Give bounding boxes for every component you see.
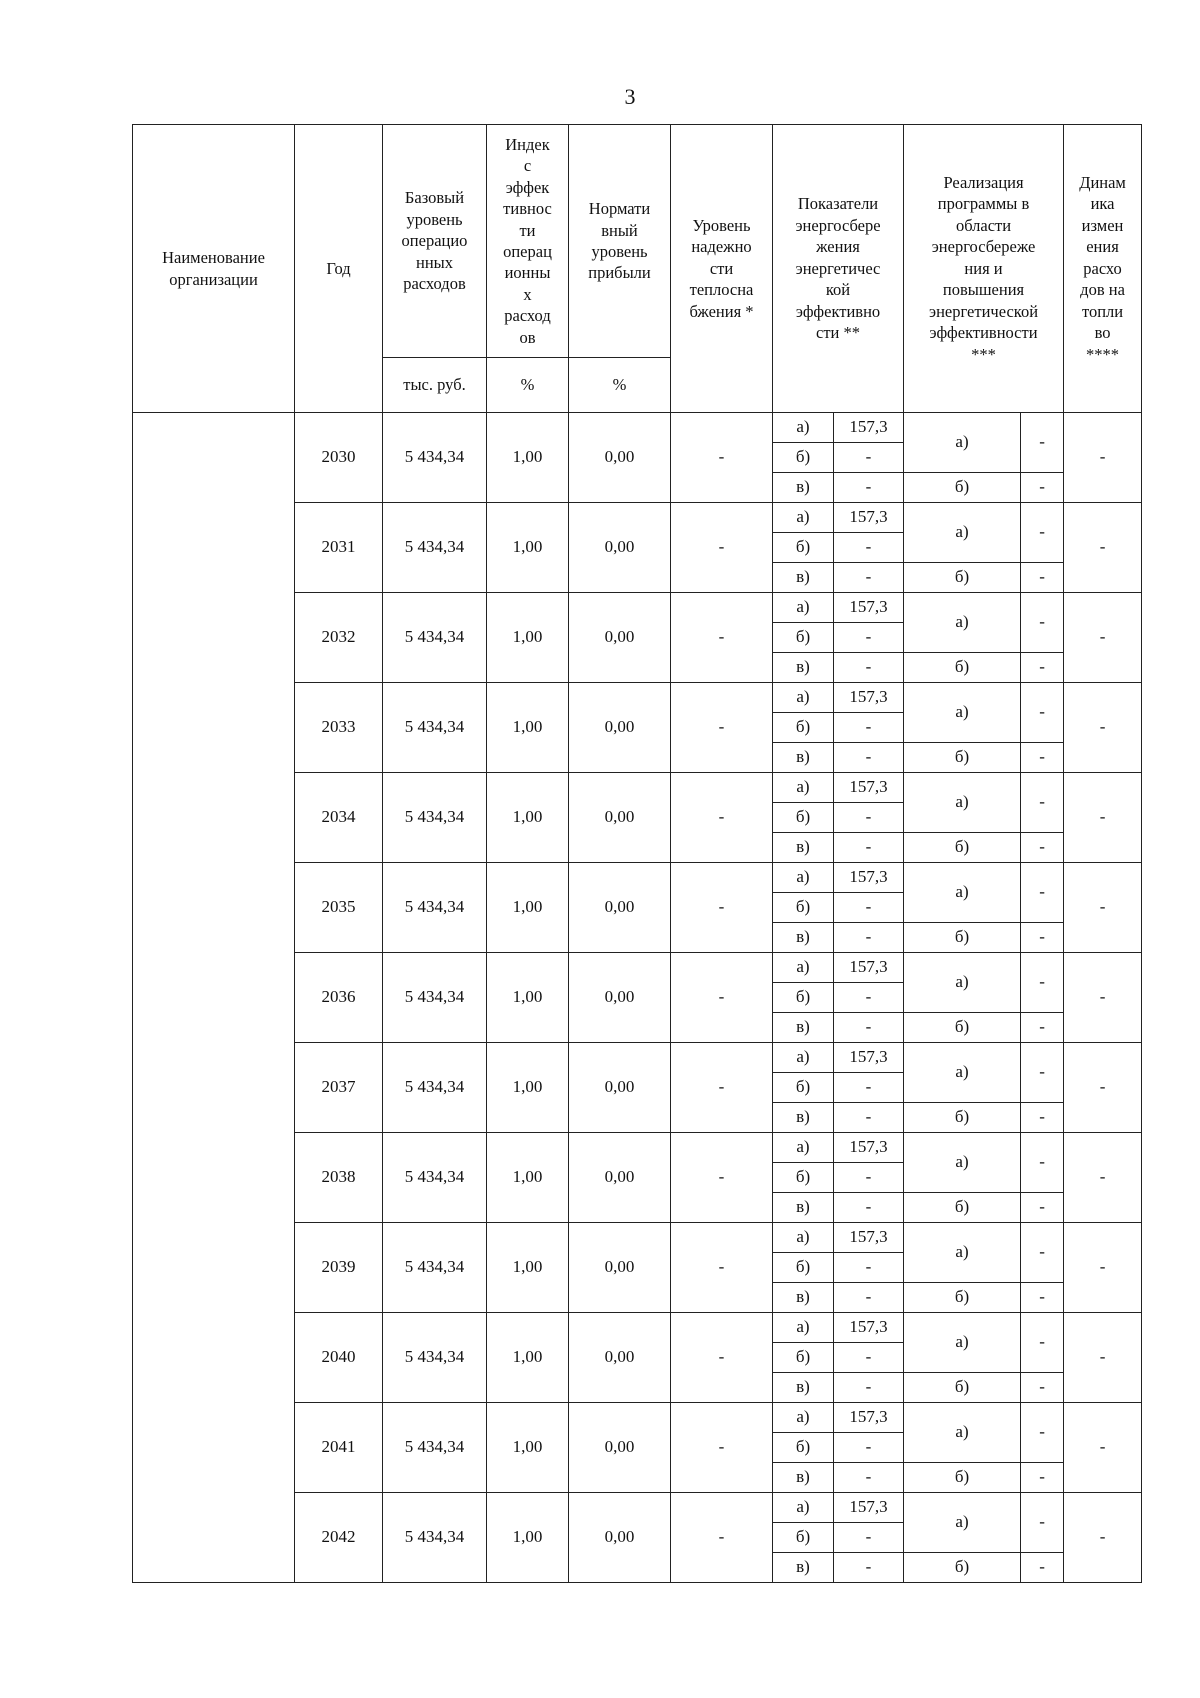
efficiency-index-cell: 1,00 bbox=[487, 863, 569, 953]
fuel-dynamics-cell: - bbox=[1064, 953, 1142, 1043]
energy-label-a: а) bbox=[773, 1223, 834, 1253]
year-cell: 2041 bbox=[295, 1403, 383, 1493]
fuel-dynamics-cell: - bbox=[1064, 863, 1142, 953]
energy-label-a: а) bbox=[773, 1133, 834, 1163]
efficiency-index-cell: 1,00 bbox=[487, 1133, 569, 1223]
table-body bbox=[133, 413, 1142, 1583]
energy-label-b: б) bbox=[773, 893, 834, 923]
header-line: Индек bbox=[505, 134, 550, 154]
profit-level-cell: 0,00 bbox=[569, 683, 671, 773]
base-costs-cell: 5 434,34 bbox=[383, 863, 487, 953]
energy-label-b: б) bbox=[773, 1163, 834, 1193]
profit-level-cell: 0,00 bbox=[569, 773, 671, 863]
header-line: уровень bbox=[591, 242, 648, 261]
header-line: энергосбере bbox=[795, 215, 881, 235]
fuel-dynamics-cell: - bbox=[1064, 1403, 1142, 1493]
program-label-a: а) bbox=[904, 413, 1021, 473]
program-value-b: - bbox=[1021, 923, 1064, 953]
base-costs-cell: 5 434,34 bbox=[383, 413, 487, 503]
energy-value-b: - bbox=[834, 983, 904, 1013]
reliability-cell: - bbox=[671, 683, 773, 773]
energy-label-b: б) bbox=[773, 983, 834, 1013]
energy-label-b: б) bbox=[773, 533, 834, 563]
header-line: **** bbox=[1086, 344, 1120, 364]
program-label-b: б) bbox=[904, 1193, 1021, 1223]
energy-label-b: б) bbox=[773, 623, 834, 653]
program-value-b: - bbox=[1021, 743, 1064, 773]
year-cell: 2038 bbox=[295, 1133, 383, 1223]
program-value-b: - bbox=[1021, 1283, 1064, 1313]
program-value-a: - bbox=[1021, 1223, 1064, 1283]
reliability-cell: - bbox=[671, 413, 773, 503]
efficiency-index-cell: 1,00 bbox=[487, 1223, 569, 1313]
header-line: бжения * bbox=[689, 301, 754, 321]
year-cell: 2035 bbox=[295, 863, 383, 953]
program-label-b: б) bbox=[904, 1013, 1021, 1043]
header-fuel-dynamics bbox=[1064, 125, 1142, 413]
reliability-cell: - bbox=[671, 953, 773, 1043]
program-value-b: - bbox=[1021, 833, 1064, 863]
energy-label-v: в) bbox=[773, 833, 834, 863]
header-line: жения bbox=[816, 237, 860, 257]
program-label-b: б) bbox=[904, 1373, 1021, 1403]
header-line: надежно bbox=[691, 237, 752, 257]
energy-label-v: в) bbox=[773, 653, 834, 683]
reliability-cell: - bbox=[671, 863, 773, 953]
program-value-b: - bbox=[1021, 1013, 1064, 1043]
energy-value-b: - bbox=[834, 623, 904, 653]
header-line: сти bbox=[709, 258, 734, 278]
energy-value-v: - bbox=[834, 1463, 904, 1493]
reliability-cell: - bbox=[671, 1403, 773, 1493]
program-value-b: - bbox=[1021, 1193, 1064, 1223]
year-cell: 2039 bbox=[295, 1223, 383, 1313]
header-line: *** bbox=[971, 344, 996, 364]
table-row bbox=[133, 413, 1142, 443]
efficiency-index-cell: 1,00 bbox=[487, 1403, 569, 1493]
program-label-a: а) bbox=[904, 953, 1021, 1013]
fuel-dynamics-cell: - bbox=[1064, 593, 1142, 683]
header-line: тивнос bbox=[503, 199, 552, 219]
program-value-a: - bbox=[1021, 413, 1064, 473]
program-value-b: - bbox=[1021, 473, 1064, 503]
header-line: ения bbox=[1086, 237, 1119, 257]
energy-value-a: 157,3 bbox=[834, 953, 904, 983]
header-line: ионны bbox=[504, 263, 551, 283]
profit-level-cell: 0,00 bbox=[569, 503, 671, 593]
energy-label-v: в) bbox=[773, 1463, 834, 1493]
header-line: во bbox=[1094, 323, 1111, 343]
header-line: области bbox=[955, 215, 1012, 235]
energy-value-a: 157,3 bbox=[834, 1043, 904, 1073]
program-label-b: б) bbox=[904, 1283, 1021, 1313]
energy-value-b: - bbox=[834, 713, 904, 743]
base-costs-cell: 5 434,34 bbox=[383, 1223, 487, 1313]
energy-value-a: 157,3 bbox=[834, 1493, 904, 1523]
year-cell: 2032 bbox=[295, 593, 383, 683]
fuel-dynamics-cell: - bbox=[1064, 1493, 1142, 1583]
header-line: Уровень bbox=[692, 215, 751, 235]
unit-efficiency-index: % bbox=[487, 358, 569, 413]
program-value-a: - bbox=[1021, 1313, 1064, 1373]
unit-profit-level: % bbox=[569, 358, 671, 413]
energy-label-a: а) bbox=[773, 773, 834, 803]
fuel-dynamics-cell: - bbox=[1064, 413, 1142, 503]
header-line: х bbox=[523, 284, 532, 304]
reliability-cell: - bbox=[671, 1043, 773, 1133]
energy-value-a: 157,3 bbox=[834, 593, 904, 623]
header-line: топли bbox=[1081, 301, 1124, 321]
energy-label-v: в) bbox=[773, 1553, 834, 1583]
profit-level-cell: 0,00 bbox=[569, 1043, 671, 1133]
efficiency-index-cell: 1,00 bbox=[487, 593, 569, 683]
efficiency-index-cell: 1,00 bbox=[487, 1313, 569, 1403]
reliability-cell: - bbox=[671, 593, 773, 683]
header-energy-indicators bbox=[773, 125, 904, 413]
energy-value-a: 157,3 bbox=[834, 413, 904, 443]
reliability-cell: - bbox=[671, 1133, 773, 1223]
profit-level-cell: 0,00 bbox=[569, 1223, 671, 1313]
year-cell: 2031 bbox=[295, 503, 383, 593]
energy-label-a: а) bbox=[773, 1313, 834, 1343]
energy-label-b: б) bbox=[773, 713, 834, 743]
header-line: вный bbox=[601, 220, 638, 240]
efficiency-index-cell: 1,00 bbox=[487, 413, 569, 503]
reliability-cell: - bbox=[671, 1493, 773, 1583]
energy-value-v: - bbox=[834, 923, 904, 953]
program-label-a: а) bbox=[904, 503, 1021, 563]
energy-label-v: в) bbox=[773, 1013, 834, 1043]
page-number: 3 bbox=[624, 84, 636, 109]
program-value-b: - bbox=[1021, 1103, 1064, 1133]
header-line: с bbox=[523, 156, 532, 176]
year-cell: 2033 bbox=[295, 683, 383, 773]
energy-label-b: б) bbox=[773, 803, 834, 833]
header-line: расхо bbox=[1083, 258, 1122, 278]
year-cell: 2030 bbox=[295, 413, 383, 503]
program-value-a: - bbox=[1021, 1493, 1064, 1553]
header-line: теплосна bbox=[689, 280, 754, 300]
program-label-a: а) bbox=[904, 1403, 1021, 1463]
header-line: уровень bbox=[406, 209, 463, 229]
energy-label-v: в) bbox=[773, 1283, 834, 1313]
year-cell: 2034 bbox=[295, 773, 383, 863]
efficiency-index-cell: 1,00 bbox=[487, 953, 569, 1043]
base-costs-cell: 5 434,34 bbox=[383, 1043, 487, 1133]
energy-label-v: в) bbox=[773, 563, 834, 593]
energy-label-a: а) bbox=[773, 413, 834, 443]
header-line: сти ** bbox=[816, 323, 860, 343]
energy-value-v: - bbox=[834, 1193, 904, 1223]
year-cell: 2042 bbox=[295, 1493, 383, 1583]
organization-cell bbox=[133, 413, 295, 1583]
energy-label-a: а) bbox=[773, 503, 834, 533]
header-line: энергетической bbox=[929, 301, 1039, 321]
base-costs-cell: 5 434,34 bbox=[383, 773, 487, 863]
program-value-b: - bbox=[1021, 563, 1064, 593]
profit-level-cell: 0,00 bbox=[569, 593, 671, 683]
energy-value-a: 157,3 bbox=[834, 773, 904, 803]
header-line: эффективности bbox=[929, 323, 1038, 343]
energy-label-a: а) bbox=[773, 683, 834, 713]
header-line: нных bbox=[416, 252, 453, 272]
header-line: эффек bbox=[505, 177, 550, 197]
header-year: Год bbox=[295, 125, 383, 413]
reliability-cell: - bbox=[671, 503, 773, 593]
energy-value-b: - bbox=[834, 1253, 904, 1283]
energy-value-v: - bbox=[834, 743, 904, 773]
header-line: ов bbox=[519, 327, 536, 347]
efficiency-index-cell: 1,00 bbox=[487, 773, 569, 863]
header-profit-level bbox=[569, 125, 671, 358]
energy-label-a: а) bbox=[773, 863, 834, 893]
program-label-a: а) bbox=[904, 1043, 1021, 1103]
base-costs-cell: 5 434,34 bbox=[383, 503, 487, 593]
energy-label-a: а) bbox=[773, 1493, 834, 1523]
profit-level-cell: 0,00 bbox=[569, 1493, 671, 1583]
energy-label-b: б) bbox=[773, 443, 834, 473]
energy-label-a: а) bbox=[773, 1403, 834, 1433]
header-program bbox=[904, 125, 1064, 413]
program-value-a: - bbox=[1021, 863, 1064, 923]
program-label-b: б) bbox=[904, 923, 1021, 953]
header-organization: Наименование организации bbox=[133, 125, 295, 413]
energy-label-a: а) bbox=[773, 593, 834, 623]
program-label-b: б) bbox=[904, 563, 1021, 593]
header-line: энергосбереже bbox=[931, 237, 1036, 257]
energy-value-v: - bbox=[834, 1373, 904, 1403]
program-label-a: а) bbox=[904, 1223, 1021, 1283]
energy-value-v: - bbox=[834, 563, 904, 593]
program-label-a: а) bbox=[904, 593, 1021, 653]
energy-value-a: 157,3 bbox=[834, 1403, 904, 1433]
fuel-dynamics-cell: - bbox=[1064, 1133, 1142, 1223]
fuel-dynamics-cell: - bbox=[1064, 1223, 1142, 1313]
efficiency-index-cell: 1,00 bbox=[487, 1043, 569, 1133]
energy-value-v: - bbox=[834, 833, 904, 863]
program-value-a: - bbox=[1021, 1403, 1064, 1463]
program-label-b: б) bbox=[904, 653, 1021, 683]
energy-label-a: а) bbox=[773, 953, 834, 983]
fuel-dynamics-cell: - bbox=[1064, 1313, 1142, 1403]
header-base-costs bbox=[383, 125, 487, 358]
unit-base-costs: тыс. руб. bbox=[383, 358, 487, 413]
header-line: энергетичес bbox=[795, 258, 881, 278]
header-line: расход bbox=[504, 306, 551, 326]
header-row bbox=[133, 125, 1142, 358]
efficiency-index-cell: 1,00 bbox=[487, 503, 569, 593]
year-cell: 2037 bbox=[295, 1043, 383, 1133]
program-value-a: - bbox=[1021, 773, 1064, 833]
energy-value-b: - bbox=[834, 1343, 904, 1373]
energy-value-b: - bbox=[834, 443, 904, 473]
program-label-b: б) bbox=[904, 743, 1021, 773]
header-line: Показатели bbox=[797, 194, 879, 214]
energy-value-b: - bbox=[834, 1523, 904, 1553]
energy-label-a: а) bbox=[773, 1043, 834, 1073]
program-label-a: а) bbox=[904, 683, 1021, 743]
energy-value-a: 157,3 bbox=[834, 1313, 904, 1343]
program-label-b: б) bbox=[904, 1463, 1021, 1493]
profit-level-cell: 0,00 bbox=[569, 413, 671, 503]
fuel-dynamics-cell: - bbox=[1064, 503, 1142, 593]
energy-value-b: - bbox=[834, 1073, 904, 1103]
energy-value-a: 157,3 bbox=[834, 683, 904, 713]
profit-level-cell: 0,00 bbox=[569, 863, 671, 953]
header-line: Динам bbox=[1079, 173, 1126, 193]
reliability-cell: - bbox=[671, 1313, 773, 1403]
energy-value-v: - bbox=[834, 1553, 904, 1583]
program-label-a: а) bbox=[904, 1313, 1021, 1373]
reliability-cell: - bbox=[671, 773, 773, 863]
base-costs-cell: 5 434,34 bbox=[383, 953, 487, 1043]
energy-label-b: б) bbox=[773, 1523, 834, 1553]
program-label-a: а) bbox=[904, 1493, 1021, 1553]
program-label-b: б) bbox=[904, 1553, 1021, 1583]
header-line: Базовый bbox=[404, 188, 465, 208]
header-line: расходов bbox=[403, 274, 466, 294]
program-label-a: а) bbox=[904, 863, 1021, 923]
efficiency-index-cell: 1,00 bbox=[487, 683, 569, 773]
tariff-table bbox=[132, 124, 1142, 1583]
program-value-a: - bbox=[1021, 953, 1064, 1013]
energy-value-a: 157,3 bbox=[834, 1133, 904, 1163]
year-cell: 2040 bbox=[295, 1313, 383, 1403]
base-costs-cell: 5 434,34 bbox=[383, 683, 487, 773]
program-value-a: - bbox=[1021, 1133, 1064, 1193]
program-value-a: - bbox=[1021, 503, 1064, 563]
header-line: ти bbox=[519, 220, 536, 240]
header-efficiency-index bbox=[487, 125, 569, 358]
program-value-b: - bbox=[1021, 1373, 1064, 1403]
header-line: кой bbox=[825, 280, 851, 300]
energy-value-b: - bbox=[834, 803, 904, 833]
reliability-cell: - bbox=[671, 1223, 773, 1313]
profit-level-cell: 0,00 bbox=[569, 1403, 671, 1493]
program-value-b: - bbox=[1021, 1463, 1064, 1493]
base-costs-cell: 5 434,34 bbox=[383, 1133, 487, 1223]
energy-value-b: - bbox=[834, 1163, 904, 1193]
energy-label-b: б) bbox=[773, 1343, 834, 1373]
year-cell: 2036 bbox=[295, 953, 383, 1043]
energy-value-a: 157,3 bbox=[834, 863, 904, 893]
energy-label-v: в) bbox=[773, 1193, 834, 1223]
energy-value-b: - bbox=[834, 1433, 904, 1463]
fuel-dynamics-cell: - bbox=[1064, 773, 1142, 863]
energy-value-v: - bbox=[834, 653, 904, 683]
efficiency-index-cell: 1,00 bbox=[487, 1493, 569, 1583]
header-line: прибыли bbox=[588, 263, 651, 283]
energy-value-a: 157,3 bbox=[834, 1223, 904, 1253]
energy-label-b: б) bbox=[773, 1433, 834, 1463]
program-label-b: б) bbox=[904, 1103, 1021, 1133]
header-line: ика bbox=[1090, 194, 1115, 214]
header-line: эффективно bbox=[795, 301, 881, 321]
program-value-b: - bbox=[1021, 653, 1064, 683]
header-line: Нормати bbox=[588, 199, 651, 219]
header-line: дов на bbox=[1080, 280, 1125, 300]
program-label-a: а) bbox=[904, 1133, 1021, 1193]
energy-label-v: в) bbox=[773, 923, 834, 953]
header-line: измен bbox=[1081, 215, 1124, 235]
header-line: Реализация bbox=[943, 173, 1024, 193]
profit-level-cell: 0,00 bbox=[569, 953, 671, 1043]
program-value-a: - bbox=[1021, 1043, 1064, 1103]
base-costs-cell: 5 434,34 bbox=[383, 1493, 487, 1583]
base-costs-cell: 5 434,34 bbox=[383, 593, 487, 683]
program-label-b: б) bbox=[904, 833, 1021, 863]
energy-value-v: - bbox=[834, 1103, 904, 1133]
energy-label-v: в) bbox=[773, 743, 834, 773]
energy-label-b: б) bbox=[773, 1073, 834, 1103]
program-label-b: б) bbox=[904, 473, 1021, 503]
energy-label-v: в) bbox=[773, 473, 834, 503]
header-line: программы в bbox=[937, 194, 1030, 214]
energy-value-a: 157,3 bbox=[834, 503, 904, 533]
header-line: ния и bbox=[964, 258, 1003, 278]
program-value-b: - bbox=[1021, 1553, 1064, 1583]
header-line: операц bbox=[503, 242, 552, 261]
base-costs-cell: 5 434,34 bbox=[383, 1403, 487, 1493]
energy-label-v: в) bbox=[773, 1103, 834, 1133]
energy-value-v: - bbox=[834, 1283, 904, 1313]
header-reliability bbox=[671, 125, 773, 413]
energy-label-v: в) bbox=[773, 1373, 834, 1403]
fuel-dynamics-cell: - bbox=[1064, 1043, 1142, 1133]
fuel-dynamics-cell: - bbox=[1064, 683, 1142, 773]
energy-label-b: б) bbox=[773, 1253, 834, 1283]
profit-level-cell: 0,00 bbox=[569, 1313, 671, 1403]
base-costs-cell: 5 434,34 bbox=[383, 1313, 487, 1403]
profit-level-cell: 0,00 bbox=[569, 1133, 671, 1223]
energy-value-b: - bbox=[834, 533, 904, 563]
header-line: операцио bbox=[401, 231, 468, 251]
header-line: повышения bbox=[942, 280, 1025, 300]
energy-value-v: - bbox=[834, 473, 904, 503]
energy-value-v: - bbox=[834, 1013, 904, 1043]
program-value-a: - bbox=[1021, 593, 1064, 653]
energy-value-b: - bbox=[834, 893, 904, 923]
program-value-a: - bbox=[1021, 683, 1064, 743]
program-label-a: а) bbox=[904, 773, 1021, 833]
